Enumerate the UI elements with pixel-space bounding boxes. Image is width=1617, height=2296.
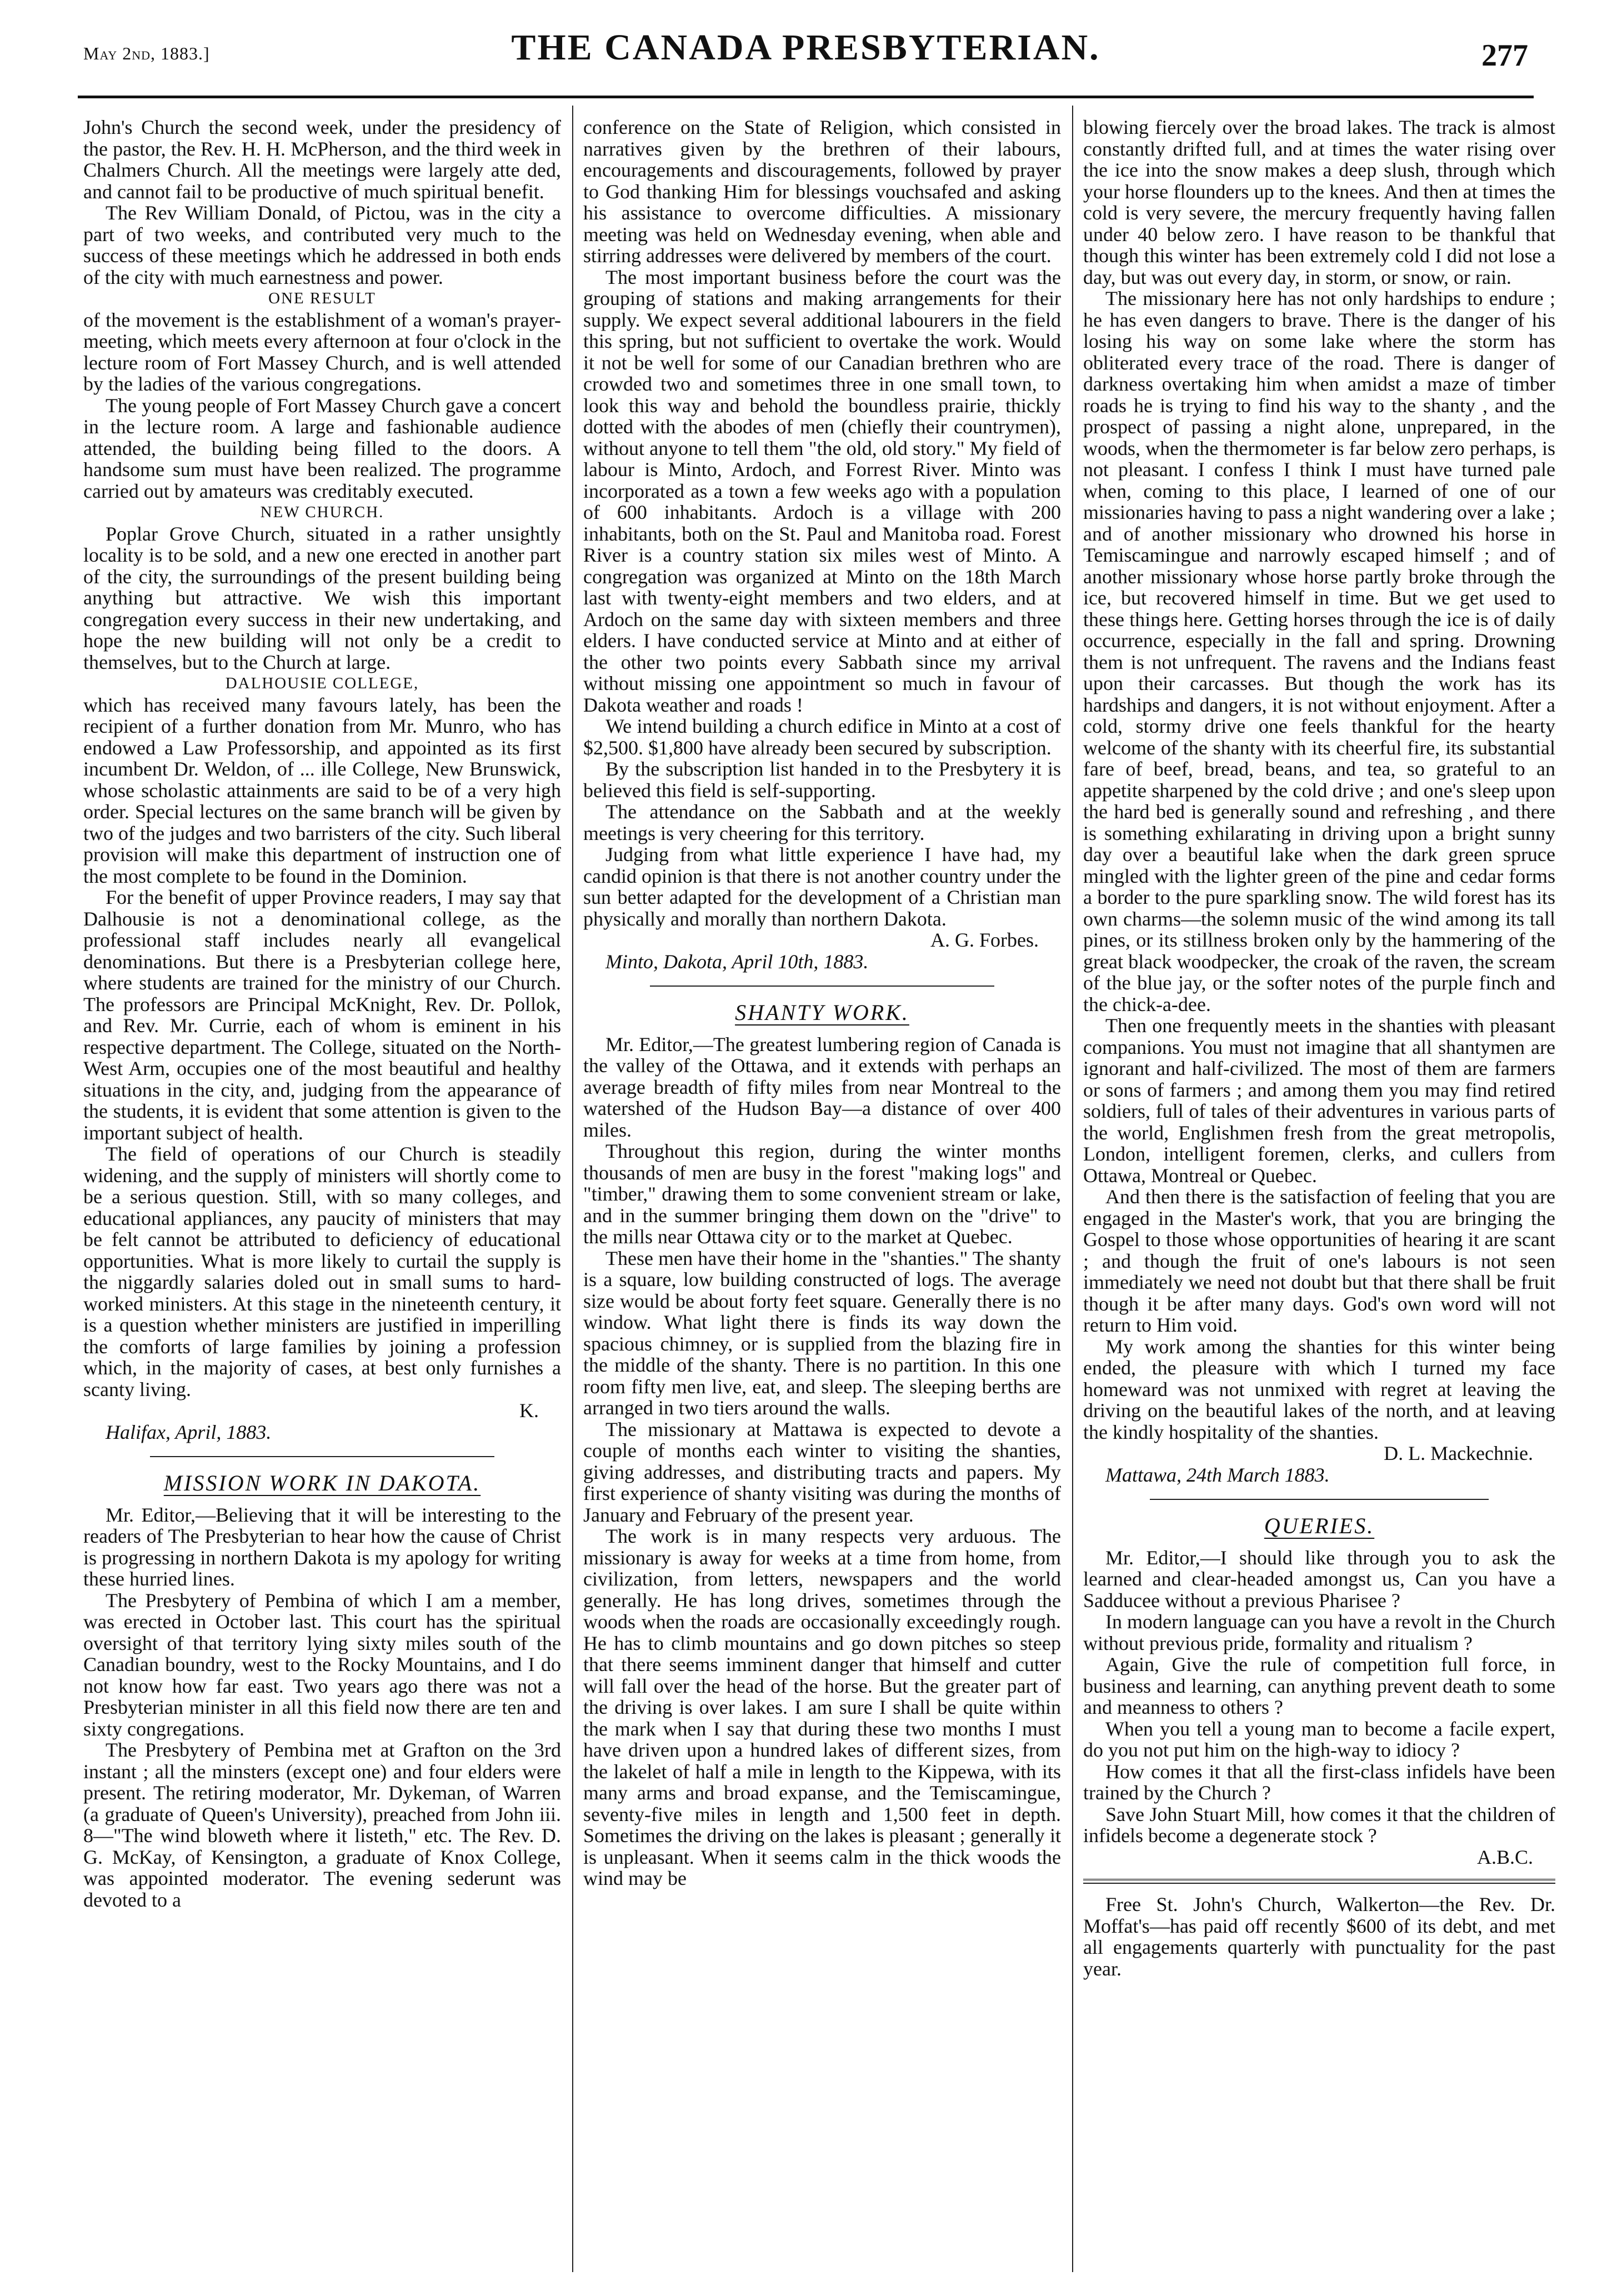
paragraph: Save John Stuart Mill, how comes it that the children of infidels become a degenerate stock ?	[1083, 1803, 1555, 1847]
paragraph: The missionary at Mattawa is expected to devote a couple of months each winter to visiting the shanties, giving addresses, and distributing tracts and papers. My first experience of shanty visiting was during the months of January and February of the present year.	[583, 1418, 1061, 1526]
double-rule	[1083, 1879, 1555, 1884]
paragraph: Throughout this region, during the winter months thousands of men are busy in the forest "making logs" and "timber," drawing them to some convenient stream or lake, and in the summer bringing them down on the "drive" to the mills near Ottawa city or to the market at Quebec.	[583, 1140, 1061, 1248]
article-title: SHANTY WORK.	[735, 1000, 909, 1025]
paragraph: Free St. John's Church, Walkerton—the Rev. Dr. Moffat's—has paid off recently $600 of its debt, and met all engagements quarterly with punctuality for the past year.	[1083, 1893, 1555, 1980]
separator	[1150, 1499, 1489, 1500]
paragraph: Mr. Editor,—Believing that it will be interesting to the readers of The Presbyterian to hear how the cause of Christ is progressing in northern Dakota is my apology for writing these hurried lines.	[83, 1503, 561, 1590]
article-title: MISSION WORK IN DAKOTA.	[163, 1470, 481, 1495]
paragraph: The missionary here has not only hardships to endure ; he has even dangers to brave. There is the danger of his losing his way on some lake where the storm has obliterated every trace of the road. There is danger of darkness overtaking him when amidst a maze of timber roads he is trying to find his way to the shanty , and the prospect of passing a night alone, unprepared, in the woods, when the thermometer is far below zero perhaps, is not pleasant. I confess I think I must have turned pale when, coming to this place, I learned of one of our missionaries having to pass a night wandering over a lake ; and of another missionary who drowned his horse in Temiscamingue and narrowly escaped himself ; and of another missionary whose horse partly broke through the ice, but recovered himself in time. But we get used to these things here. Getting horses through the ice is of daily occurrence, especially in the fall and spring. Drowning them is not unfrequent. The ravens and the Indians feast upon their carcasses. But though the work has its hardships and dangers, it is not without enjoyment. After a cold, stormy drive one feels thankful for the hearty welcome of the shanty with its cheerful fire, its substantial fare of beef, bread, beans, and tea, so grateful to an appetite sharpened by the cold drive ; and one's sleep upon the hard bed is generally sound and refreshing , and there is something exhilarating in driving upon a bright sunny day over a beautiful lake when the dark green spruce mingled with the lighter green of the pine and cedar forms a border to the pure sparkling snow. The wild forest has its own charms—the solemn music of the wind among its tall pines, or its stillness broken only by the hammering of the great black woodpecker, the croak of the raven, the scream of the blue jay, or the softer notes of the purple finch and the chick-a-dee.	[1083, 287, 1555, 1016]
dateline: Halifax, April, 1883.	[106, 1420, 272, 1443]
column-divider	[572, 106, 573, 2272]
dateline: Minto, Dakota, April 10th, 1883.	[605, 950, 869, 973]
signature: K.	[519, 1399, 539, 1422]
paragraph: These men have their home in the "shanties." The shanty is a square, low building constructed of logs. The average size would be about forty feet square. Generally there is no window. What light there is finds its way down the spacious chimney, or is supplied from the blazing fire in the middle of the shanty. There is no partition. In this one room fifty men live, eat, and sleep. The sleeping berths are arranged in two tiers around the walls.	[583, 1247, 1061, 1419]
section-subheading: ONE RESULT	[268, 289, 376, 307]
paragraph: The Presbytery of Pembina of which I am a member, was erected in October last. This court has the spiritual oversight of that territory lying sixty miles south of the Canadian boundry, west to the Rocky Mountains, and I do not know how far east. Two years ago there was not a Presbyterian minister in all this field now there are ten and sixty congregations.	[83, 1589, 561, 1740]
paragraph: The field of operations of our Church is steadily widening, and the supply of ministers will shortly come to be a serious question. Still, with so many colleges, and educational appliances, any paucity of ministers that may be felt cannot be attributed to deficiency of educational opportunities. What is more likely to curtail the supply is the niggardly salaries doled out in small sums to hard-worked ministers. At this stage in the nineteenth century, it is a question whether ministers are justified in imperilling the comforts of large families by joining a profession which, in the majority of cases, at best only furnishes a scanty living.	[83, 1143, 561, 1400]
paragraph: The Rev William Donald, of Pictou, was in the city a part of two weeks, and contributed very much to the success of these meetings which he addressed in both ends of the city with much earnestness and power.	[83, 202, 561, 288]
issue-date: May 2nd, 1883.]	[83, 43, 210, 63]
paragraph: In modern language can you have a revolt in the Church without previous pride, formality and ritualism ?	[1083, 1610, 1555, 1654]
page-header	[83, 10, 1528, 93]
signature: A. G. Forbes.	[930, 929, 1039, 951]
paragraph: Again, Give the rule of competition full force, in business and learning, can anything prevent death to some and meanness to others ?	[1083, 1653, 1555, 1718]
paragraph: The attendance on the Sabbath and at the weekly meetings is very cheering for this territory.	[583, 801, 1061, 844]
paragraph: conference on the State of Religion, which consisted in narratives given by the brethren of their labours, encouragements and discouragements, followed by prayer to God thanking Him for blessings vouchsafed and asking his assistance to overcome difficulties. A missionary meeting was held on Wednesday evening, when able and stirring addresses were delivered by members of the court.	[583, 116, 1061, 267]
section-subheading: DALHOUSIE COLLEGE,	[225, 674, 419, 692]
section-subheading: NEW CHURCH.	[260, 503, 384, 521]
paragraph: Judging from what little experience I have had, my candid opinion is that there is not another country under the sun better adapted for the development of a Christian man physically and morally than northern Dakota.	[583, 843, 1061, 930]
paragraph: blowing fiercely over the broad lakes. The track is almost constantly drifted full, and at times the water rising over the ice into the snow makes a deep slush, through which your horse flounders up to the knees. And then at times the cold is very severe, the mercury frequently having fallen under 40 below zero. I have reason to be thankful that though this winter has been extremely cold I did not lose a day, but was out every day, in storm, or snow, or rain.	[1083, 116, 1555, 288]
paragraph: of the movement is the establishment of a woman's prayer-meeting, which meets every afternoon at four o'clock in the lecture room of Fort Massey Church, and is well attended by the ladies of the various congregations.	[83, 308, 561, 395]
signature: A.B.C.	[1476, 1845, 1533, 1868]
dateline: Mattawa, 24th March 1883.	[1105, 1463, 1330, 1486]
paragraph: The young people of Fort Massey Church gave a concert in the lecture room. A large and fashionable audience attended, the building being filled to the doors. A handsome sum must have been realized. The programme carried out by amateurs was creditably executed.	[83, 394, 561, 502]
column-3	[1083, 117, 1555, 1979]
paragraph: Then one frequently meets in the shanties with pleasant companions. You must not imagine that all shantymen are ignorant and half-civilized. The most of them are farmers or sons of farmers ; and among them you may find retired soldiers, full of tales of their adventures in various parts of the world, Englishmen fresh from the great metropolis, London, intelligent foremen, clerks, and cullers from Ottawa, Montreal or Quebec.	[1083, 1014, 1555, 1187]
paragraph: Mr. Editor,—The greatest lumbering region of Canada is the valley of the Ottawa, and it extends with perhaps an average breadth of fifty miles from near Montreal to the watershed of the Hudson Bay—a distance of over 400 miles.	[583, 1033, 1061, 1141]
paragraph: which has received many favours lately, has been the recipient of a further donation from Mr. Munro, who has endowed a Law Professorship, and appointed as its first incumbent Dr. Weldon, of ... ille College, New Brunswick, whose scholastic attainments are said to be of a very high order. Special lectures on the same branch will be given by two of the judges and two barristers of the city. Such liberal provision will make this department of instruction one of the most complete to be found in the Dominion.	[83, 693, 561, 887]
header-rule	[78, 96, 1534, 98]
paragraph: The Presbytery of Pembina met at Grafton on the 3rd instant ; all the minsters (except one) and four elders were present. The retiring moderator, Mr. Dykeman, of Warren (a graduate of Queen's University), preached from John iii. 8—"The wind bloweth where it listeth," etc. The Rev. D. G. McKay, of Kensington, a graduate of Knox College, was appointed moderator. The evening sederunt was devoted to a	[83, 1739, 561, 1911]
signature: D. L. Mackechnie.	[1384, 1442, 1533, 1464]
paragraph: My work among the shanties for this winter being ended, the pleasure with which I turned my face homeward was not unmixed with regret at leaving the driving on the beautiful lakes of the north, and at leaving the kindly hospitality of the shanties.	[1083, 1335, 1555, 1443]
column-divider	[1072, 106, 1073, 2272]
separator	[650, 986, 994, 987]
paragraph: We intend building a church edifice in Minto at a cost of $2,500. $1,800 have already been secured by subscription.	[583, 715, 1061, 759]
column-2	[583, 117, 1061, 1889]
paragraph: Poplar Grove Church, situated in a rather unsightly locality is to be sold, and a new one erected in another part of the city, the surroundings of the present building being anything but attractive. We wish this important congregation every success in their new undertaking, and hope the new building will not only be a credit to themselves, but to the Church at large.	[83, 522, 561, 673]
paragraph: And then there is the satisfaction of feeling that you are engaged in the Master's work, that you are bringing the Gospel to those whose opportunities of hearing it are scant ; and though the fruit of one's labours is not seen immediately we need not doubt but that there shall be fruit though it be after many days. God's own word will not return to Him void.	[1083, 1185, 1555, 1336]
separator	[150, 1456, 494, 1457]
paragraph: John's Church the second week, under the presidency of the pastor, the Rev. H. H. McPherson, and the third week in Chalmers Church. All the meetings were largely atte ded, and cannot fail to be productive of much spiritual benefit.	[83, 116, 561, 203]
column-1	[83, 117, 561, 1910]
article-title: QUERIES.	[1264, 1513, 1375, 1538]
masthead-title: THE CANADA PRESBYTERIAN.	[511, 27, 1100, 68]
paragraph: The most important business before the court was the grouping of stations and making arrangements for their supply. We expect several additional labourers in the field this spring, but not sufficient to overtake the work. Would it not be well for some of our Canadian brethren who are crowded two and sometimes three in one small town, to look this way and behold the boundless prairie, thickly dotted with the abodes of men (chiefly their countrymen), without anyone to tell them "the old, old story." My field of labour is Minto, Ardoch, and Forrest River. Minto was incorporated as a town a few weeks ago with a population of 600 inhabitants. Ardoch is a village with 200 inhabitants, both on the St. Paul and Manitoba road. Forest River is a country station six miles west of Minto. A congregation was organized at Minto on the 18th March last with twenty-eight members and two elders, and at Ardoch on the same day with sixteen members and three elders. I have conducted service at Minto and at either of the other two points every Sabbath since my arrival without missing one appointment so much in favour of Dakota weather and roads !	[583, 266, 1061, 716]
paragraph: When you tell a young man to become a facile expert, do you not put him on the high-way to idiocy ?	[1083, 1717, 1555, 1761]
page-number: 277	[1481, 38, 1528, 73]
paragraph: By the subscription list handed in to the Presbytery it is believed this field is self-supporting.	[583, 758, 1061, 802]
paragraph: How comes it that all the first-class infidels have been trained by the Church ?	[1083, 1760, 1555, 1804]
paragraph: For the benefit of upper Province readers, I may say that Dalhousie is not a denominational college, as the professional staff includes nearly all evangelical denominations. But there is a Presbyterian college here, where students are trained for the ministry of our Church. The professors are Principal McKnight, Rev. Dr. Pollok, and Rev. Mr. Currie, each of whom is eminent in his respective department. The College, situated on the North-West Arm, occupies one of the most beautiful and healthy situations in the city, and, judging from the appearance of the students, it is evident that some attention is given to the important subject of health.	[83, 886, 561, 1144]
paragraph: Mr. Editor,—I should like through you to ask the learned and clear-headed amongst us, Can you have a Sadducee without a previous Pharisee ?	[1083, 1546, 1555, 1612]
paragraph: The work is in many respects very arduous. The missionary is away for weeks at a time from home, from civilization, from letters, newspapers and the world generally. He has long drives, sometimes through the woods when the roads are occasionally exceedingly rough. He has to climb mountains and go down pitches so steep that there seems imminent danger that himself and cutter will fall over the head of the horse. But the greater part of the driving is over lakes. I am sure I shall be quite within the mark when I say that during these two months I must have driven upon a hundred lakes of different sizes, from the lakelet of half a mile in length to the Kippewa, with its many arms and broad expanse, and the Temiscamingue, seventy-five miles in length and 1,500 feet in depth. Sometimes the driving on the lakes is pleasant ; generally it is unpleasant. When it seems calm in the thick woods the wind may be	[583, 1525, 1061, 1889]
